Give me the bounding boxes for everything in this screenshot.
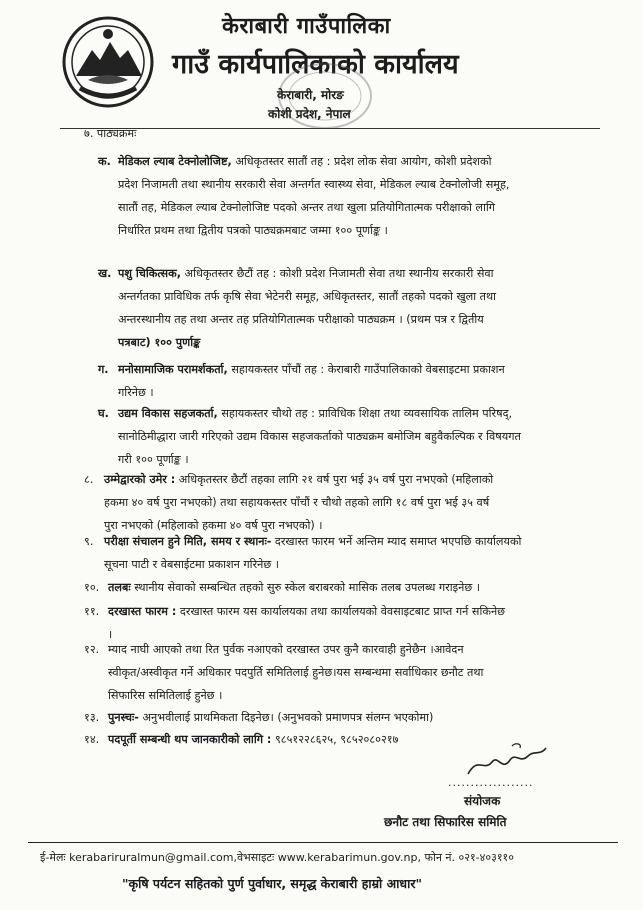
item-kha-line: अन्तर्गतका प्राविधिक तर्फ कृषि सेवा भेटेनरी समूह, अधिकृतस्तर, सातौं तहको पदको खुला तथा [118,290,497,303]
section12-line: म्याद नाघी आएको तथा रित पुर्वक नआएको दरखास्त उपर कुनै कारवाही हुनेछैन ।आवेदन [108,643,464,656]
item-gha-line: सहायकस्तर चौथो तह : प्राविधिक शिक्षा तथा व्यवसायिक तालिम परिषद्, [221,407,513,420]
item-ga [118,358,623,404]
section14 [108,728,398,751]
footer-slogan: "कृषि पर्यटन सहितको पुर्ण पुर्वाधार, समृद्ध केराबारी हाम्रो आधार" [122,876,422,891]
item-gha-title: उद्यम विकास सहजकर्ता, [118,407,218,420]
section11-line: दरखास्त फारम यस कार्यालयका तथा कार्यालयको वेवसाइटबाट प्राप्त गर्न सकिनेछ [179,605,506,618]
section12 [108,638,623,707]
item-ka-title: मेडिकल ल्याब टेक्नोलोजिष्ट, [118,155,232,168]
item-ka-line: निर्धारित प्रथम तथा द्वितीय पत्रको पाठ्यक्रमबाट जम्मा १०० पूर्णाङ्क । [118,224,388,237]
footer-contact: ई-मेलः kerabariruralmun@gmail.com,वेभसाइटः www.kerabarimun.gov.np, फोन नं. ०२१-४०३११० [40,851,514,864]
section10 [108,576,480,599]
item-kha-label: ख. [98,267,112,280]
item-gha-line: गरी १०० पूर्णाङ्क । [118,453,189,466]
section14-title: पदपूर्ती सम्बन्धी थप जानकारीको लागि : [108,733,272,746]
item-ga-label: ग. [98,363,109,376]
section11-number: ११. [84,605,100,618]
section8-title: उम्मेद्वारको उमेर : [104,473,176,486]
section10-number: १०. [84,581,100,594]
item-gha [118,402,623,471]
item-kha-line: अधिकृतस्तर छैटौं तह : कोशी प्रदेश निजामती सेवा तथा स्थानीय सरकारी सेवा [184,267,494,280]
item-gha-line: सानोठिमीद्धारा जारी गरिएको उद्यम विकास सहजकर्ताको पाठ्यक्रम बमोजिम बहुवैकल्पिक र विषयगत [118,430,521,443]
item-ga-title: मनोसामाजिक परामर्शकर्ता, [118,363,228,376]
item-ka-line: अधिकृतस्तर सातौं तह : प्रदेश लोक सेवा आयोग, कोशी प्रदेशको [235,155,492,168]
section13-title: पुनस्चः- [108,711,139,724]
item-kha-title: पशु चिकित्सक, [118,267,181,280]
section14-number: १४. [84,733,100,746]
footer-divider [28,842,618,843]
section13 [108,706,433,729]
section11-title: दरखास्त फारम : [108,605,177,618]
section12-line: सिफारिस समितिलाई हुनेछ । [108,689,223,702]
office-name: गाउँ कार्यपालिकाको कार्यालय [172,49,459,80]
item-ga-line: सहायकस्तर पाँचौं तह : केराबारी गाउँपालिकाको वेबसाइटमा प्रकाशन [231,363,505,376]
office-province: कोशी प्रदेश, नेपाल [268,107,351,121]
office-location: केराबारी, मोरङ [277,88,344,102]
section9-line: सूचना पाटी र वेबसाईटमा प्रकाशन गरिनेछ । [104,558,279,571]
section9-line: दरखास्त फारम भर्ने अन्तिम म्याद समाप्त भएपछि कार्यालयको [274,535,522,548]
section8-line: हकमा ४० वर्ष पुरा नभएको) तथा सहायकस्तर पाँचौं र चौथो तहको लागि १८ वर्ष पुरा भई ३५ वर्ष [104,496,490,509]
item-kha-line: पत्रबाट) १०० पुर्णाङ्क [118,336,201,349]
section7-heading: ७. पाठ्यक्रमः [84,127,137,140]
section10-text: स्थानीय सेवाको सम्बन्धित तहको सुरु स्केल बराबरको मासिक तलब उपलब्ध गराइनेछ । [134,581,481,594]
section9-title: परीक्षा संचालन हुने मिति, समय र स्थानः- [104,535,272,548]
section8-line: पुरा नभएको (महिलाको हकमा ४० वर्ष पुरा नभएको) । [104,519,323,532]
header-divider [60,128,600,129]
signature-dots: ................... [448,776,534,789]
item-ga-line: गरिनेछ । [118,386,154,399]
section14-text: ९८५१२२८६२५, ९८५२०८०२१७ [274,733,399,746]
section9-number: ९. [84,535,94,548]
item-gha-label: घ. [98,407,109,420]
committee-name: छनौट तथा सिफारिस समिति [384,815,507,829]
section13-number: १३. [84,711,100,724]
nepal-emblem-icon [58,14,158,110]
item-kha-line: अन्तरस्थानीय तह तथा अन्तर तह प्रतियोगितात्मक परीक्षाको पाठ्यक्रम । (प्रथम पत्र र द्वितीय [118,313,484,326]
section11-line: । [108,628,113,641]
section12-number: १२. [84,643,100,656]
section9 [104,530,624,576]
item-ka-line: प्रदेश निजामती तथा स्थानीय सरकारी सेवा अन्तर्गत स्वास्थ्य सेवा, मेडिकल ल्याब टेक्नोलोजी समूह, [118,178,510,191]
section12-line: स्वीकृत/अस्वीकृत गर्ने अधिकार पदपुर्ति समितिलाई हुनेछ।यस सम्बन्धमा सर्वाधिकार छनौट तथा [108,666,484,679]
item-ka [118,150,623,242]
signatory-title: संयोजक [464,794,501,808]
section8-number: ८. [84,473,94,486]
section13-text: अनुभवीलाई प्राथमिकता दिइनेछ। (अनुभवको प्रमाणपत्र संलग्न भएकोमा) [142,711,434,724]
municipality-name: केराबारी गाउँपालिका [222,14,391,39]
section8-line: अधिकृतस्तर छैटौं तहका लागि २१ वर्ष पुरा भई ३५ वर्ष पुरा नभएको (महिलाको [178,473,494,486]
section10-title: तलबः [108,581,131,594]
section8 [104,468,624,537]
item-ka-line: सातौं तह, मेडिकल ल्याब टेक्नोलोजिष्ट पदको अन्तर तथा खुला प्रतियोगितात्मक परीक्षाको लागि [118,201,496,214]
item-ka-label: क. [98,155,111,168]
item-kha [118,262,623,354]
